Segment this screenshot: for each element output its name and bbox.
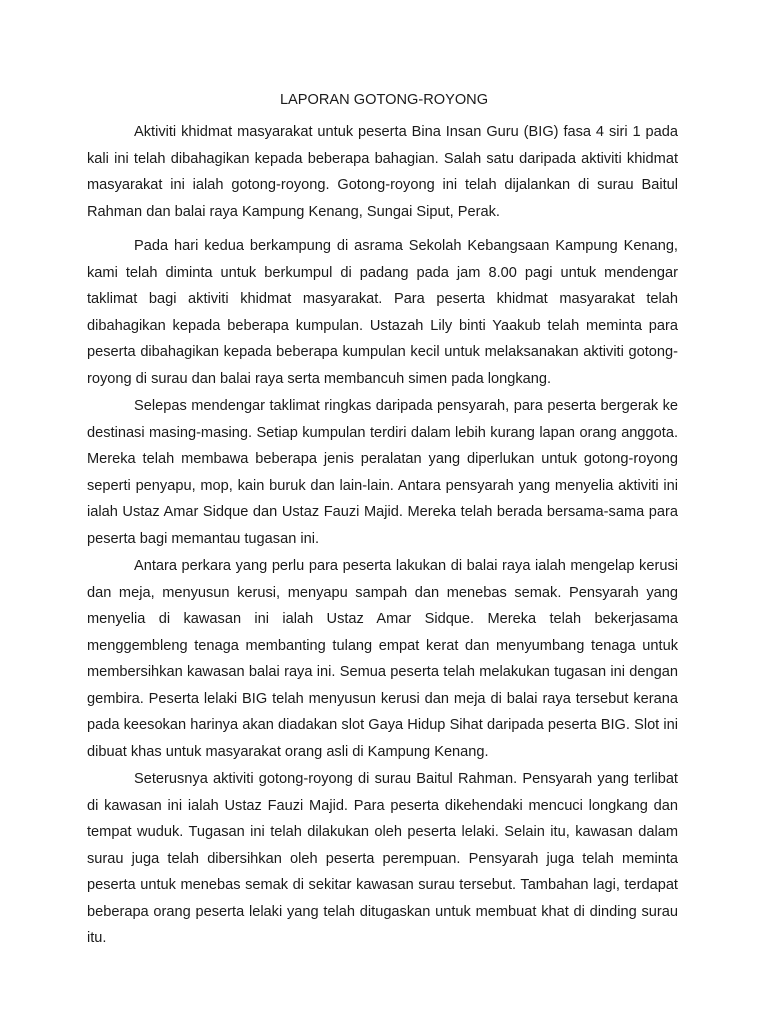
paragraph-1: Aktiviti khidmat masyarakat untuk peserta Bina Insan Guru (BIG) fasa 4 siri 1 pada kali ini telah dibahagikan kepada beberapa bahagian. Salah satu daripada aktiviti khidmat masyarakat ini ialah gotong-royong. Gotong-royong ini telah dijalankan di surau Baitul Rahman dan balai raya Kampung Kenang, Sungai Siput, Perak. — [87, 124, 678, 220]
document-title: LAPORAN GOTONG-ROYONG — [279, 92, 489, 108]
paragraph-3: Selepas mendengar taklimat ringkas daripada pensyarah, para peserta bergerak ke destinasi masing-masing. Setiap kumpulan terdiri dalam lebih kurang lapan orang anggota. Mereka telah membawa beberapa jenis peralatan yang diperlukan untuk gotong-royong seperti penyapu, mop, kain buruk dan lain-lain. Antara pensyarah yang menyelia aktiviti ini ialah Ustaz Amar Sidque dan Ustaz Fauzi Majid. Mereka telah berada bersama-sama para peserta bagi memantau tugasan ini. — [87, 398, 678, 547]
paragraph-5: Seterusnya aktiviti gotong-royong di surau Baitul Rahman. Pensyarah yang terlibat di kawasan ini ialah Ustaz Fauzi Majid. Para peserta dikehendaki mencuci longkang dan tempat wuduk. Tugasan ini telah dilakukan oleh peserta lelaki. Selain itu, kawasan dalam surau juga telah dibersihkan oleh peserta perempuan. Pensyarah juga telah meminta peserta untuk menebas semak di sekitar kawasan surau tersebut. Tambahan lagi, terdapat beberapa orang peserta lelaki yang telah ditugaskan untuk membuat khat di dinding surau itu. — [87, 771, 678, 946]
paragraph-2: Pada hari kedua berkampung di asrama Sekolah Kebangsaan Kampung Kenang, kami telah diminta untuk berkumpul di padang pada jam 8.00 pagi untuk mendengar taklimat bagi aktiviti khidmat masyarakat. Para peserta khidmat masyarakat telah dibahagikan kepada beberapa kumpulan. Ustazah Lily binti Yaakub telah meminta para peserta dibahagikan kepada beberapa kumpulan kecil untuk melaksanakan aktiviti gotong-royong di surau dan balai raya serta membancuh simen pada longkang. — [87, 238, 678, 387]
paragraph-4: Antara perkara yang perlu para peserta lakukan di balai raya ialah mengelap kerusi dan meja, menyusun kerusi, menyapu sampah dan menebas semak. Pensyarah yang menyelia di kawasan ini ialah Ustaz Amar Sidque. Mereka telah bekerjasama menggembleng tenaga membanting tulang empat kerat dan menyumbang tenaga untuk membersihkan kawasan balai raya ini. Semua peserta telah melakukan tugasan ini dengan gembira. Peserta lelaki BIG telah menyusun kerusi dan meja di balai raya tersebut kerana pada keesokan harinya akan diadakan slot Gaya Hidup Sihat daripada peserta BIG. Slot ini dibuat khas untuk masyarakat orang asli di Kampung Kenang. — [87, 558, 678, 760]
